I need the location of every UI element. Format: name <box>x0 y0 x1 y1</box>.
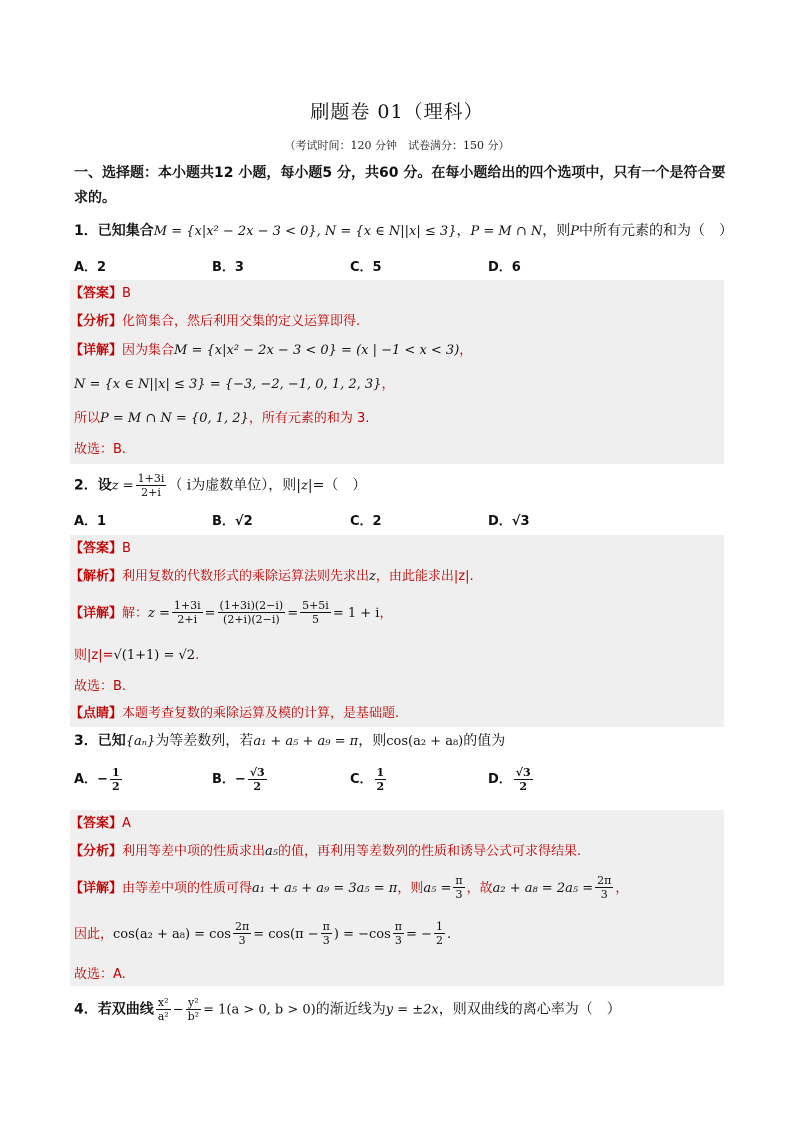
q1-option-c: C．5 <box>350 260 382 275</box>
q3-detail-math1: a₁ + a₅ + a₉ = 3a₅ = π <box>252 881 398 896</box>
q3-answer: A <box>122 816 131 831</box>
q1-detail-math-3: P = M ∩ N = {0, 1, 2} <box>100 411 249 426</box>
q2-z2: z <box>301 478 308 494</box>
q2-fraction <box>136 472 167 499</box>
q4-mid: 的渐近线为 <box>315 1001 386 1018</box>
q3-hence-math2: = cos(π − <box>253 927 319 942</box>
q2-analysis-tag: 【解析】 <box>70 569 123 584</box>
q3-hence-frac-1 <box>233 920 251 947</box>
question-2-stem <box>74 472 366 499</box>
q3-detail-math3: a₂ + a₈ = 2a₅ = <box>492 881 594 896</box>
q2-end: |=（ ） <box>307 477 367 494</box>
q2-f2-den: (2+i)(2−i) <box>223 613 280 626</box>
q3-opt-c-den: 2 <box>376 780 385 793</box>
q3-hence-f1-num: 2π <box>234 920 250 933</box>
q3-detail-tag: 【详解】 <box>70 881 123 896</box>
q3-opt-d-frac <box>514 766 533 793</box>
q1-detail-text-3: 所以 <box>74 411 101 426</box>
q3-detail-f1-num: π <box>455 874 463 887</box>
q2-detail-frac-1 <box>172 599 203 626</box>
q3-detail-frac-1 <box>453 874 464 901</box>
q2-frac-num: 1+3i <box>137 472 165 485</box>
q2-detail-tag: 【详解】 <box>70 606 123 621</box>
q3-choose: 故选：A. <box>74 967 126 982</box>
q1-math-p: P = M ∩ N <box>470 224 543 239</box>
q3-hence-math4: = − <box>406 927 432 942</box>
q4-prefix: 4．若双曲线 <box>74 1001 154 1018</box>
question-1-stem <box>74 221 733 242</box>
q4-f2-num: y² <box>186 996 201 1010</box>
q1-suffix: ，则 <box>542 223 571 239</box>
q3-detail-b: ，则 <box>397 881 424 896</box>
q3-option-a <box>74 766 124 793</box>
q1-detail-end-1: ， <box>459 343 473 358</box>
q3-detail-f1-den: 3 <box>455 888 463 901</box>
q3-mid: 为等差数列，若 <box>155 733 254 749</box>
q3-end: 的值为 <box>463 733 506 749</box>
q3-hence-f2-den: 3 <box>322 934 330 947</box>
q3-analysis-b: 的值，再利用等差数列的性质和诱导公式可求得结果. <box>278 844 582 859</box>
q3-hence-f4-num: 1 <box>435 920 443 933</box>
q1-detail-text: 因为集合 <box>122 343 175 358</box>
q3-solution-block <box>70 810 724 986</box>
q2-f3-den: 5 <box>311 613 319 626</box>
q2-option-b: B．√2 <box>212 514 253 529</box>
q1-detail-end-2: ， <box>381 377 395 392</box>
section-heading-line-1: 一、选择题：本小题共12 小题，每小题5 分，共60 分。在每小题给出的四个选项中，只有一个是符合要 <box>74 165 726 181</box>
q3-hence-f3-num: π <box>394 920 403 933</box>
q3-detail-math2: a₅ = <box>423 881 452 896</box>
q1-p: P <box>570 224 579 239</box>
q3-opt-c-frac <box>375 766 387 793</box>
q3-detail-frac-2 <box>595 874 613 901</box>
q4-end: ，则双曲线的离心率为（ ） <box>438 1001 621 1018</box>
q2-detail-frac-2 <box>218 599 286 626</box>
q3-opt-b-den: 2 <box>253 780 262 793</box>
q2-analysis: 利用复数的代数形式的乘除运算法则先求出 <box>122 569 370 584</box>
q1-detail-end-3: ，所有元素的和为 3. <box>248 411 370 426</box>
q3-opt-a-frac <box>110 766 122 793</box>
q3-hence-f4-den: 2 <box>435 934 443 947</box>
q3-detail-f2-num: 2π <box>597 874 612 887</box>
q2-paren: （ i为虚数单位），则| <box>168 477 302 494</box>
q1-option-d: D．6 <box>488 260 521 275</box>
q3-answer-tag: 【答案】 <box>70 816 123 831</box>
q3-hence-frac-3 <box>393 920 404 947</box>
page-title: 刷题卷 01（理科） <box>310 101 484 123</box>
q3-detail-c: ，故 <box>466 881 493 896</box>
q1-analysis-tag: 【分析】 <box>70 314 123 329</box>
q1-detail-math-2: N = {x ∈ N||x| ≤ 3} = {−3, −2, −1, 0, 1, 2, 3} <box>74 377 382 392</box>
q4-frac-1 <box>156 996 171 1023</box>
q3-opt-d-num: √3 <box>515 766 531 779</box>
q3-math2: cos(a₂ + a₈) <box>386 734 464 749</box>
q1-end: 中所有元素的和为（ ） <box>578 223 733 239</box>
q2-detail-z: z = <box>148 606 170 621</box>
q2-option-c: C．2 <box>350 514 382 529</box>
q1-option-a: A．2 <box>74 260 107 275</box>
q1-choose: 故选：B. <box>74 442 127 457</box>
q2-detail-text: 解： <box>122 606 149 621</box>
q4-f1-den: a² <box>157 1010 169 1023</box>
q4-frac-2 <box>186 996 201 1023</box>
q2-f3-num: 5+5i <box>302 599 329 612</box>
q1-math-sets: M = {x|x² − 2x − 3 < 0}, N = {x ∈ N||x| ≤ 3} <box>153 224 457 239</box>
q2-f2-num: (1+3i)(2−i) <box>219 599 284 612</box>
q1-answer-tag: 【答案】 <box>70 286 123 301</box>
q1-option-b: B．3 <box>212 260 244 275</box>
q4-f1-num: x² <box>156 996 171 1010</box>
q3-opt-d-prefix: D． <box>488 772 512 787</box>
q2-option-a: A．1 <box>74 514 107 529</box>
q1-detail-tag: 【详解】 <box>70 343 123 358</box>
q2-comment-tag: 【点睛】 <box>70 706 123 721</box>
q1-detail-math-1: M = {x|x² − 2x − 3 < 0} = (x | −1 < x < 3) <box>174 343 460 358</box>
q3-opt-a-prefix: A．− <box>74 772 108 787</box>
q2-f1-num: 1+3i <box>173 599 201 612</box>
q2-comment: 本题考查复数的乘除运算及模的计算，是基础题. <box>122 706 400 721</box>
q2-z: z = <box>111 478 134 494</box>
q3-option-b <box>212 766 269 793</box>
q3-opt-b-frac <box>248 766 267 793</box>
q3-hence-f3-den: 3 <box>394 934 402 947</box>
q3-analysis-a: 利用等差中项的性质求出 <box>122 844 266 859</box>
q4-math: = 1(a > 0, b > 0) <box>203 1002 316 1018</box>
q2-choose: 故选：B. <box>74 679 127 694</box>
q2-f1-den: 2+i <box>177 613 198 626</box>
q3-opt-b-num: √3 <box>249 766 265 779</box>
q3-hence-end: . <box>446 927 452 942</box>
q3-hence-math3: ) = −cos <box>333 927 391 942</box>
q2-detail-frac-3 <box>300 599 331 626</box>
q3-hence-f1-den: 3 <box>238 934 246 947</box>
q3-opt-d-den: 2 <box>519 780 528 793</box>
q3-detail-end: ， <box>615 881 629 896</box>
q2-analysis-z: z <box>369 569 376 584</box>
q2-analysis-end: ，由此能求出|z|. <box>375 569 474 584</box>
q3-analysis-math: a₅ <box>265 844 278 859</box>
q2-prefix: 2．设 <box>74 477 112 494</box>
q3-hence-f2-num: π <box>322 920 330 933</box>
q1-answer: B <box>122 286 131 301</box>
q3-hence-frac-4 <box>434 920 445 947</box>
q2-detail-tail: = 1 + i <box>332 606 380 621</box>
q3-opt-c-num: 1 <box>376 766 385 779</box>
section-heading-line-2: 求的。 <box>74 190 116 206</box>
q3-option-c <box>350 766 388 793</box>
q2-detail-end: ， <box>379 606 393 621</box>
q3-hence-math1: cos(a₂ + a₈) = cos <box>113 927 231 942</box>
q3-opt-b-prefix: B．− <box>212 772 246 787</box>
q2-frac-den: 2+i <box>141 486 161 499</box>
q3-hence-frac-2 <box>321 920 332 947</box>
q3-seq: {aₙ} <box>125 734 156 749</box>
q3-opt-c-prefix: C． <box>350 772 373 787</box>
q4-f2-den: b² <box>187 1010 200 1023</box>
q2-then-math: √(1+1) = √2 <box>113 648 196 663</box>
q3-prefix: 3．已知 <box>74 733 126 749</box>
q3-analysis-tag: 【分析】 <box>70 844 123 859</box>
q3-opt-a-num: 1 <box>111 766 120 779</box>
q2-solution-block: 【答案】B 【解析】利用复数的代数形式的乘除运算法则先求出z，由此能求出|z|. 【详解】解：z = $\frac{1+3i}{2+i}$ = $\frac{(1+3i)(2-i)}{(2+i)(2-i)}$ = $\frac{5+5i}{5}$ = 1 + i， 则|z|=√(1+1) = √2. 故选：B. 【点睛】本题考查复数的乘除运算及模的计算，是基础题. <box>70 535 724 727</box>
q2-answer-tag: 【答案】 <box>70 541 123 556</box>
q3-mid2: ，则 <box>358 733 387 749</box>
q1-prefix: 1．已知集合 <box>74 223 154 239</box>
exam-info: （考试时间：120 分钟 试卷满分：150 分） <box>284 139 510 152</box>
q2-answer: B <box>122 541 131 556</box>
q3-option-d <box>488 766 535 793</box>
q3-detail-f2-den: 3 <box>600 888 608 901</box>
q3-hence-text: 因此， <box>74 927 114 942</box>
question-3-stem <box>74 731 505 752</box>
q2-option-d: D．√3 <box>488 514 530 529</box>
q4-math2: y = ±2x <box>385 1002 439 1018</box>
q3-math: a₁ + a₅ + a₉ = π <box>253 734 359 749</box>
q3-opt-a-den: 2 <box>111 780 120 793</box>
q1-analysis: 化简集合，然后利用交集的定义运算即得. <box>122 314 361 329</box>
q1-sep: ， <box>456 223 471 239</box>
q2-then-text: 则|z|= <box>74 648 114 663</box>
question-4-stem <box>74 996 621 1023</box>
q3-detail-a: 由等差中项的性质可得 <box>122 881 253 896</box>
q4-minus: − <box>172 1002 184 1018</box>
q1-solution-block <box>70 280 724 464</box>
q2-then-end: . <box>195 648 200 663</box>
